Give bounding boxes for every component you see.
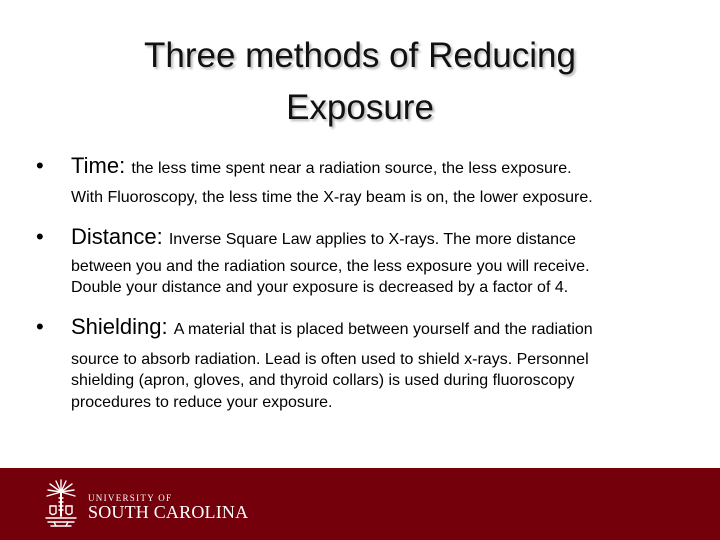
bullet-body-line: procedures to reduce your exposure. xyxy=(71,393,333,411)
title-line-2: Exposure xyxy=(286,88,434,127)
logo-line-2: SOUTH CAROLINA xyxy=(88,502,249,522)
bullet-body-line: between you and the radiation source, the less exposure you will receive. xyxy=(71,257,590,275)
university-logo-text xyxy=(88,493,248,521)
bullet-time xyxy=(36,152,696,209)
bullet-body-line: Double your distance and your exposure is decreased by a factor of 4. xyxy=(71,279,569,296)
bullet-body-line: source to absorb radiation. Lead is often used to shield x-rays. Personnel xyxy=(71,350,589,368)
bullet-list xyxy=(36,152,696,425)
bullet-term: Distance: xyxy=(71,223,163,249)
palmetto-tree-icon xyxy=(38,476,84,532)
bullet-term: Time: xyxy=(71,153,126,178)
logo-line-1: UNIVERSITY OF xyxy=(88,493,173,503)
bullet-distance xyxy=(36,223,696,299)
title-line-1: Three methods of Reducing xyxy=(144,36,576,75)
bullet-body xyxy=(71,256,696,299)
bullet-shielding xyxy=(36,313,696,414)
bullet-body-line: With Fluoroscopy, the less time the X-ray beam is on, the lower exposure. xyxy=(71,189,593,206)
bullet-body xyxy=(71,349,696,414)
bullet-body-line: shielding (apron, gloves, and thyroid collars) is used during fluoroscopy xyxy=(71,372,575,389)
bullet-lead: A material that is placed between yourself and the radiation xyxy=(173,320,593,338)
bullet-head xyxy=(71,152,696,183)
bullet-lead: Inverse Square Law applies to X-rays. The more distance xyxy=(168,230,576,248)
bullet-head xyxy=(71,313,696,344)
slide-title xyxy=(40,30,680,134)
bullet-lead: the less time spent near a radiation source, the less exposure. xyxy=(131,160,572,177)
bullet-term: Shielding: xyxy=(71,313,168,339)
bullet-body xyxy=(71,187,696,209)
footer-bar xyxy=(0,468,720,540)
bullet-dot: • xyxy=(36,223,44,249)
bullet-dot: • xyxy=(36,153,44,178)
bullet-dot: • xyxy=(36,313,44,339)
bullet-head xyxy=(71,223,696,254)
